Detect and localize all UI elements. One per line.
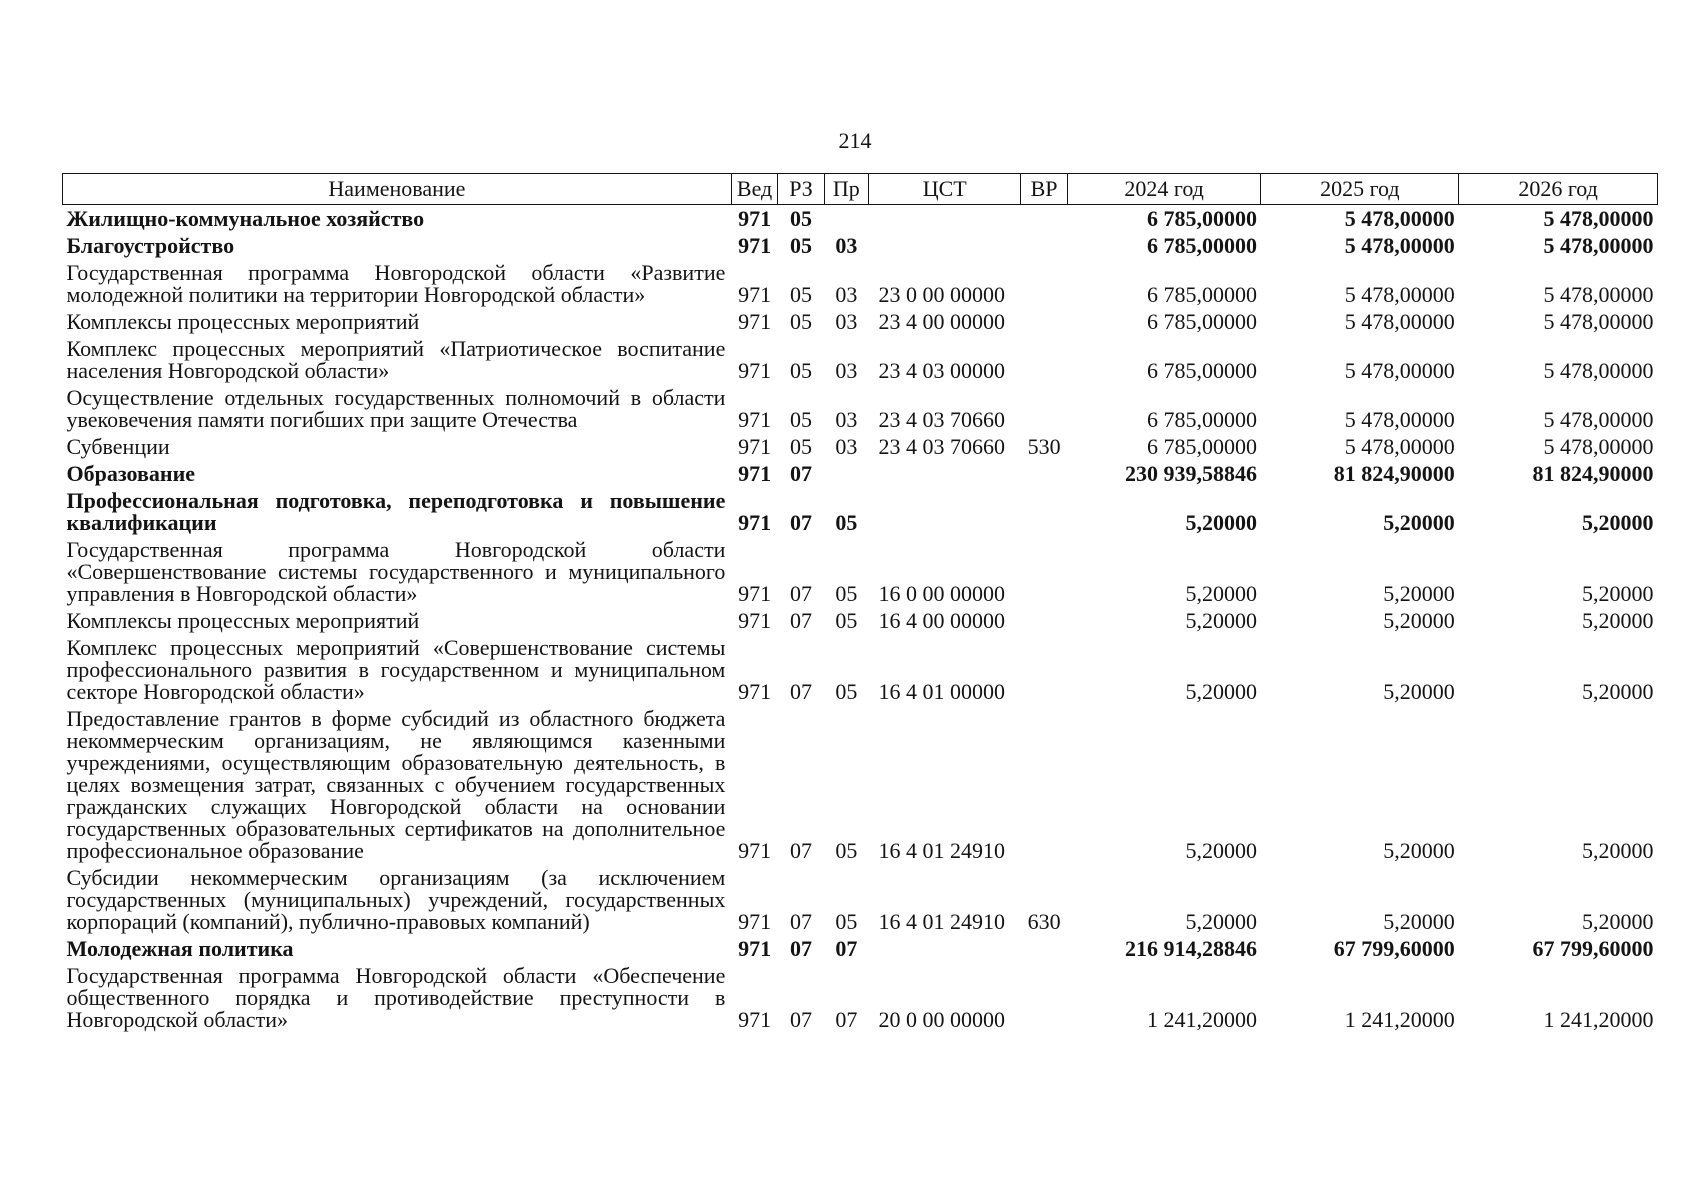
cell-2024: 230 939,58846 bbox=[1124, 461, 1257, 486]
cell-pr: 03 bbox=[835, 358, 858, 383]
cell-cst bbox=[869, 205, 1021, 233]
cell-cst: 16 4 00 00000 bbox=[878, 608, 1006, 633]
table-row bbox=[63, 205, 1658, 233]
cell-2026: 5 478,00000 bbox=[1543, 434, 1654, 459]
cell-2026: 5 478,00000 bbox=[1543, 309, 1654, 334]
cell-name: Осуществление отдельных государственных полномочий в области увековечения памяти погибших при защите Отечества bbox=[66, 385, 726, 432]
cell-2025: 5,20000 bbox=[1383, 581, 1455, 606]
cell-2025: 5 478,00000 bbox=[1344, 407, 1455, 432]
cell-rz: 07 bbox=[789, 936, 812, 961]
cell-ved: 971 bbox=[738, 461, 772, 486]
cell-ved: 971 bbox=[738, 233, 772, 258]
cell-2024: 5,20000 bbox=[1185, 581, 1257, 606]
cell-ved: 971 bbox=[738, 358, 772, 383]
cell-2025: 5 478,00000 bbox=[1344, 434, 1455, 459]
cell-ved: 971 bbox=[738, 206, 772, 231]
cell-cst bbox=[869, 460, 1021, 487]
cell-pr: 05 bbox=[835, 581, 858, 606]
cell-cst: 16 0 00 00000 bbox=[878, 581, 1006, 606]
cell-name: Комплекс процессных мероприятий «Патриотическое воспитание населения Новгородской области» bbox=[66, 336, 726, 383]
cell-2024: 5,20000 bbox=[1185, 909, 1257, 934]
table-row bbox=[63, 259, 1658, 308]
cell-vr bbox=[1021, 259, 1067, 308]
cell-name: Комплексы процессных мероприятий bbox=[66, 608, 420, 633]
page-number: 214 bbox=[838, 128, 872, 153]
table-header bbox=[63, 174, 1658, 205]
cell-pr bbox=[824, 205, 868, 233]
header-2024: 2024 год bbox=[1067, 174, 1261, 205]
cell-2026: 5 478,00000 bbox=[1543, 233, 1654, 258]
cell-2024: 6 785,00000 bbox=[1146, 282, 1257, 307]
cell-vr: 630 bbox=[1027, 909, 1061, 934]
cell-name: Комплекс процессных мероприятий «Совершенствование системы профессионального развития в государственном и муниципальном секторе Новгородской области» bbox=[66, 635, 726, 704]
cell-cst: 16 4 01 00000 bbox=[878, 679, 1006, 704]
cell-2024: 5,20000 bbox=[1185, 510, 1257, 535]
table-row bbox=[63, 433, 1658, 460]
cell-2026: 67 799,60000 bbox=[1532, 936, 1654, 961]
cell-ved: 971 bbox=[738, 1007, 772, 1032]
cell-2024: 6 785,00000 bbox=[1146, 407, 1257, 432]
cell-rz: 07 bbox=[789, 909, 812, 934]
cell-rz: 05 bbox=[789, 358, 812, 383]
cell-vr bbox=[1021, 634, 1067, 705]
cell-pr: 03 bbox=[835, 233, 858, 258]
cell-cst bbox=[869, 935, 1021, 962]
cell-2024: 6 785,00000 bbox=[1146, 233, 1257, 258]
cell-name: Предоставление грантов в форме субсидий из областного бюджета некоммерческим организациям, не являющимся казенными учреждениями, осуществляющим образовательную деятельность, в целях возмещения затрат, связанных с обучением государственных гражданских служащих Новгородской области на основании государственных образовательных сертификатов на дополнительное профессиональное образование bbox=[66, 706, 726, 863]
cell-2025: 5 478,00000 bbox=[1344, 206, 1455, 231]
cell-vr bbox=[1021, 705, 1067, 864]
cell-2025: 5 478,00000 bbox=[1344, 233, 1455, 258]
table-row bbox=[63, 487, 1658, 536]
header-name: Наименование bbox=[63, 174, 732, 205]
cell-pr: 05 bbox=[835, 608, 858, 633]
cell-pr: 07 bbox=[835, 936, 858, 961]
cell-pr: 03 bbox=[835, 282, 858, 307]
cell-cst: 16 4 01 24910 bbox=[878, 838, 1006, 863]
cell-2026: 5 478,00000 bbox=[1543, 407, 1654, 432]
table-row bbox=[63, 705, 1658, 864]
cell-cst: 23 4 03 00000 bbox=[878, 358, 1006, 383]
table-row bbox=[63, 232, 1658, 259]
cell-pr: 05 bbox=[835, 510, 858, 535]
cell-name: Образование bbox=[66, 461, 196, 486]
cell-ved: 971 bbox=[738, 608, 772, 633]
cell-2026: 81 824,90000 bbox=[1532, 461, 1654, 486]
cell-2025: 81 824,90000 bbox=[1333, 461, 1455, 486]
cell-ved: 971 bbox=[738, 909, 772, 934]
cell-2024: 1 241,20000 bbox=[1146, 1007, 1257, 1032]
cell-ved: 971 bbox=[738, 936, 772, 961]
cell-name: Субвенции bbox=[66, 434, 170, 459]
cell-2024: 5,20000 bbox=[1185, 608, 1257, 633]
cell-pr: 03 bbox=[835, 309, 858, 334]
cell-2026: 5,20000 bbox=[1582, 608, 1654, 633]
cell-2025: 5,20000 bbox=[1383, 608, 1455, 633]
cell-cst: 16 4 01 24910 bbox=[878, 909, 1006, 934]
cell-name: Профессиональная подготовка, переподготовка и повышение квалификации bbox=[66, 488, 726, 535]
cell-2024: 6 785,00000 bbox=[1146, 434, 1257, 459]
cell-2024: 6 785,00000 bbox=[1146, 358, 1257, 383]
cell-name: Молодежная политика bbox=[66, 936, 294, 961]
cell-2024: 5,20000 bbox=[1185, 838, 1257, 863]
cell-vr bbox=[1021, 232, 1067, 259]
cell-rz: 05 bbox=[789, 206, 812, 231]
cell-rz: 07 bbox=[789, 461, 812, 486]
cell-2025: 1 241,20000 bbox=[1344, 1007, 1455, 1032]
cell-ved: 971 bbox=[738, 510, 772, 535]
header-2025: 2025 год bbox=[1261, 174, 1459, 205]
cell-ved: 971 bbox=[738, 309, 772, 334]
cell-name: Субсидии некоммерческим организациям (за исключением государственных (муниципальных) учреждений, государственных корпораций (компаний), публично-правовых компаний) bbox=[66, 865, 726, 934]
cell-rz: 07 bbox=[789, 608, 812, 633]
table-row bbox=[63, 634, 1658, 705]
cell-vr bbox=[1021, 962, 1067, 1033]
cell-name: Комплексы процессных мероприятий bbox=[66, 309, 420, 334]
cell-name: Благоустройство bbox=[66, 233, 235, 258]
cell-2024: 6 785,00000 bbox=[1146, 206, 1257, 231]
cell-2025: 5,20000 bbox=[1383, 909, 1455, 934]
cell-ved: 971 bbox=[738, 838, 772, 863]
cell-vr bbox=[1021, 935, 1067, 962]
cell-vr: 530 bbox=[1027, 434, 1061, 459]
cell-vr bbox=[1021, 335, 1067, 384]
table-row bbox=[63, 460, 1658, 487]
table-body bbox=[63, 205, 1658, 1034]
cell-2026: 1 241,20000 bbox=[1543, 1007, 1654, 1032]
cell-2024: 5,20000 bbox=[1185, 679, 1257, 704]
cell-2026: 5 478,00000 bbox=[1543, 282, 1654, 307]
table-row bbox=[63, 308, 1658, 335]
cell-name: Государственная программа Новгородской области «Развитие молодежной политики на территории Новгородской области» bbox=[66, 260, 726, 307]
header-rz: РЗ bbox=[778, 174, 824, 205]
cell-vr bbox=[1021, 536, 1067, 607]
cell-2026: 5 478,00000 bbox=[1543, 206, 1654, 231]
cell-vr bbox=[1021, 487, 1067, 536]
budget-table bbox=[62, 173, 1658, 1033]
table-row bbox=[63, 335, 1658, 384]
cell-cst: 23 0 00 00000 bbox=[878, 282, 1006, 307]
cell-rz: 07 bbox=[789, 510, 812, 535]
header-2026: 2026 год bbox=[1459, 174, 1658, 205]
table-row bbox=[63, 536, 1658, 607]
cell-rz: 07 bbox=[789, 581, 812, 606]
cell-pr: 03 bbox=[835, 434, 858, 459]
cell-2026: 5 478,00000 bbox=[1543, 358, 1654, 383]
header-vr: ВР bbox=[1021, 174, 1067, 205]
header-pr: Пр bbox=[824, 174, 868, 205]
cell-vr bbox=[1021, 384, 1067, 433]
cell-pr: 05 bbox=[835, 909, 858, 934]
cell-2026: 5,20000 bbox=[1582, 510, 1654, 535]
table-row bbox=[63, 384, 1658, 433]
cell-2025: 5,20000 bbox=[1383, 510, 1455, 535]
table-row bbox=[63, 962, 1658, 1033]
cell-cst: 23 4 03 70660 bbox=[878, 434, 1006, 459]
cell-2025: 5 478,00000 bbox=[1344, 309, 1455, 334]
cell-cst bbox=[869, 232, 1021, 259]
cell-vr bbox=[1021, 607, 1067, 634]
cell-ved: 971 bbox=[738, 434, 772, 459]
cell-2026: 5,20000 bbox=[1582, 909, 1654, 934]
table-row bbox=[63, 864, 1658, 935]
cell-cst: 23 4 03 70660 bbox=[878, 407, 1006, 432]
cell-pr bbox=[824, 460, 868, 487]
cell-2026: 5,20000 bbox=[1582, 581, 1654, 606]
cell-2026: 5,20000 bbox=[1582, 838, 1654, 863]
cell-2024: 6 785,00000 bbox=[1146, 309, 1257, 334]
cell-2025: 5 478,00000 bbox=[1344, 358, 1455, 383]
cell-ved: 971 bbox=[738, 407, 772, 432]
cell-vr bbox=[1021, 308, 1067, 335]
cell-pr: 07 bbox=[835, 1007, 858, 1032]
cell-2025: 5 478,00000 bbox=[1344, 282, 1455, 307]
cell-rz: 07 bbox=[789, 838, 812, 863]
cell-rz: 05 bbox=[789, 282, 812, 307]
cell-2024: 216 914,28846 bbox=[1124, 936, 1257, 961]
cell-rz: 05 bbox=[789, 309, 812, 334]
cell-ved: 971 bbox=[738, 282, 772, 307]
cell-cst bbox=[869, 487, 1021, 536]
cell-ved: 971 bbox=[738, 679, 772, 704]
table-row bbox=[63, 607, 1658, 634]
header-ved: Вед bbox=[731, 174, 777, 205]
cell-2025: 5,20000 bbox=[1383, 838, 1455, 863]
cell-2025: 67 799,60000 bbox=[1333, 936, 1455, 961]
cell-rz: 07 bbox=[789, 679, 812, 704]
cell-name: Государственная программа Новгородской области «Совершенствование системы государственного и муниципального управления в Новгородской области» bbox=[66, 537, 726, 606]
table-row bbox=[63, 935, 1658, 962]
cell-vr bbox=[1021, 460, 1067, 487]
cell-2026: 5,20000 bbox=[1582, 679, 1654, 704]
cell-rz: 05 bbox=[789, 434, 812, 459]
cell-rz: 05 bbox=[789, 407, 812, 432]
cell-cst: 20 0 00 00000 bbox=[878, 1007, 1006, 1032]
cell-pr: 05 bbox=[835, 679, 858, 704]
cell-vr bbox=[1021, 205, 1067, 233]
cell-pr: 05 bbox=[835, 838, 858, 863]
cell-rz: 07 bbox=[789, 1007, 812, 1032]
cell-2025: 5,20000 bbox=[1383, 679, 1455, 704]
cell-ved: 971 bbox=[738, 581, 772, 606]
cell-rz: 05 bbox=[789, 233, 812, 258]
cell-name: Жилищно-коммунальное хозяйство bbox=[66, 206, 425, 231]
cell-pr: 03 bbox=[835, 407, 858, 432]
cell-name: Государственная программа Новгородской области «Обеспечение общественного порядка и противодействие преступности в Новгородской области» bbox=[66, 963, 726, 1032]
cell-cst: 23 4 00 00000 bbox=[878, 309, 1006, 334]
header-cst: ЦСТ bbox=[869, 174, 1021, 205]
